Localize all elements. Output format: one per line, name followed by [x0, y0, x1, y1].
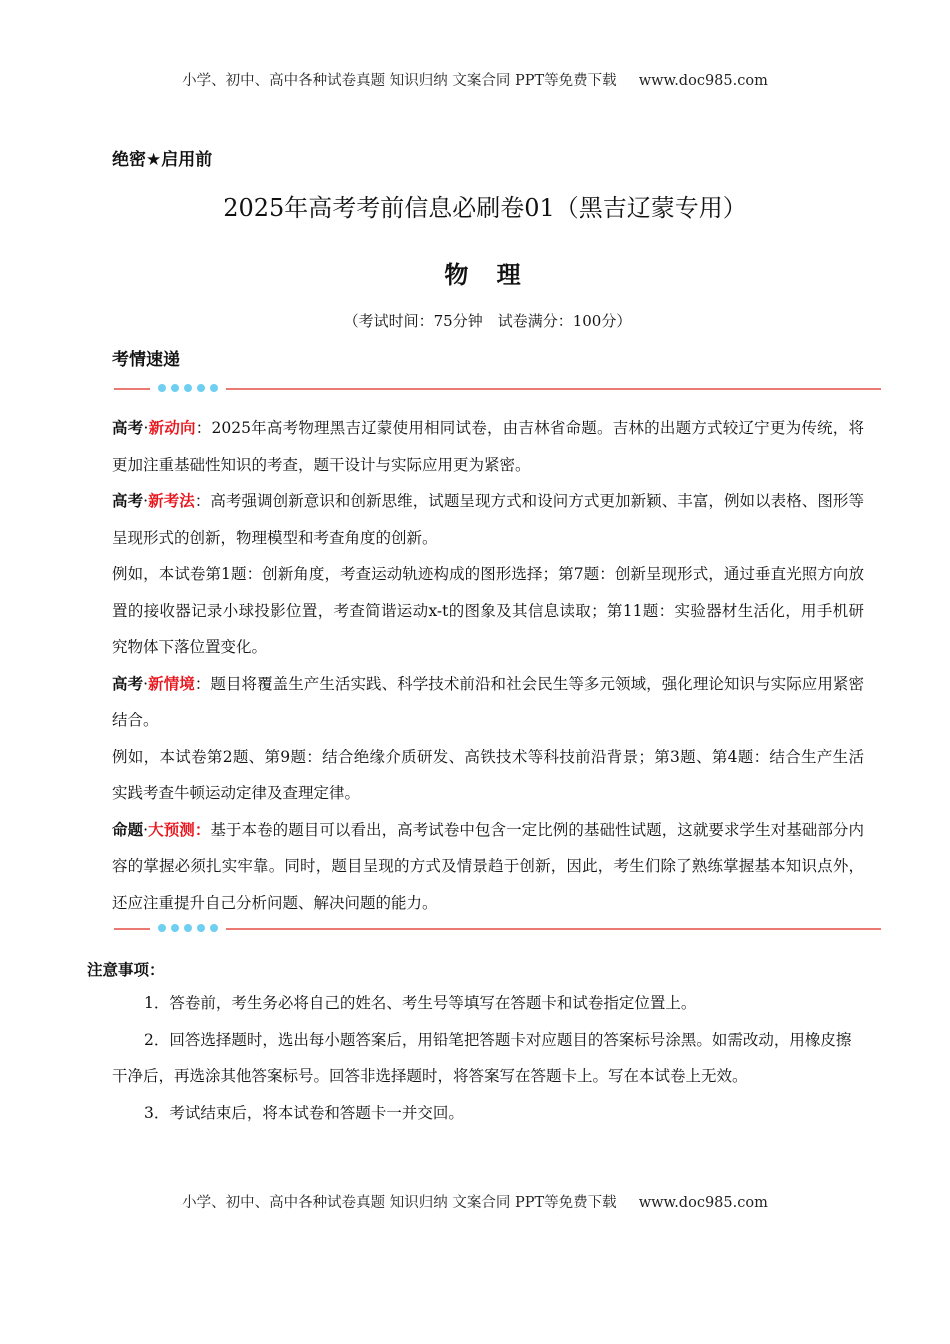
summary-body	[112, 410, 864, 921]
header-text: 小学、初中、高中各种试卷真题 知识归纳 文案合同 PPT等免费下载	[182, 73, 617, 89]
exam-info: （考试时间：75分钟 试卷满分：100分）	[343, 312, 632, 330]
subject-title: 物 理	[444, 261, 531, 289]
secret-label: 绝密★启用前	[112, 150, 213, 170]
note-item: 3．考试结束后，将本试卷和答题卡一并交回。	[144, 1103, 464, 1122]
notes-title: 注意事项：	[87, 961, 165, 979]
paragraph-prediction: 命题·大预测：基于本卷的题目可以看出，高考试卷中包含一定比例的基础性试题，这就要求学生对基础部分内容的掌握必须扎实牢靠。同时，题目呈现的方式及情景趋于创新，因此，考生们除了熟练掌握基本知识点外，还应注重提升自己分析问题、解决问题的能力。	[112, 820, 864, 912]
divider-top	[114, 384, 881, 394]
page-footer	[0, 1191, 950, 1212]
note-item: 1．答卷前，考生务必将自己的姓名、考生号等填写在答题卡和试卷指定位置上。	[144, 994, 697, 1012]
footer-url[interactable]: www.doc985.com	[638, 1195, 768, 1211]
footer-text: 小学、初中、高中各种试卷真题 知识归纳 文案合同 PPT等免费下载	[182, 1195, 617, 1211]
paragraph-new-trend: 高考·新动向：2025年高考物理黑吉辽蒙使用相同试卷，由吉林省命题。吉林的出题方式较辽宁更为传统，将更加注重基础性知识的考查，题干设计与实际应用更为紧密。	[112, 419, 864, 474]
paragraph-example-1: 例如，本试卷第1题：创新角度，考查运动轨迹构成的图形选择；第7题：创新呈现形式，通过垂直光照方向放置的接收器记录小球投影位置，考查简谐运动x-t的图象及其信息读取；第11题：实验器材生活化，用手机研究物体下落位置变化。	[112, 565, 864, 656]
paragraph-example-2: 例如，本试卷第2题、第9题：结合绝缘介质研发、高铁技术等科技前沿背景；第3题、第4题：结合生产生活实践考查牛顿运动定律及查理定律。	[112, 747, 864, 802]
paragraph-new-context: 高考·新情境：题目将覆盖生产生活实践、科学技术前沿和社会民生等多元领域，强化理论知识与实际应用紧密结合。	[112, 674, 864, 729]
page-title: 2025年高考考前信息必刷卷01（黑吉辽蒙专用）	[223, 194, 747, 222]
page-header	[0, 69, 950, 90]
paragraph-new-method: 高考·新考法：高考强调创新意识和创新思维，试题呈现方式和设问方式更加新颖、丰富，例如以表格、图形等呈现形式的创新，物理模型和考查角度的创新。	[112, 492, 864, 547]
notes-list	[112, 985, 864, 1131]
section-title: 考情速递	[112, 350, 180, 370]
divider-bottom	[114, 924, 881, 934]
header-url[interactable]: www.doc985.com	[638, 73, 768, 89]
note-item: 2．回答选择题时，选出每小题答案后，用铅笔把答题卡对应题目的答案标号涂黑。如需改动，用橡皮擦干净后，再选涂其他答案标号。回答非选择题时，将答案写在答题卡上。写在本试卷上无效。	[112, 1030, 852, 1085]
